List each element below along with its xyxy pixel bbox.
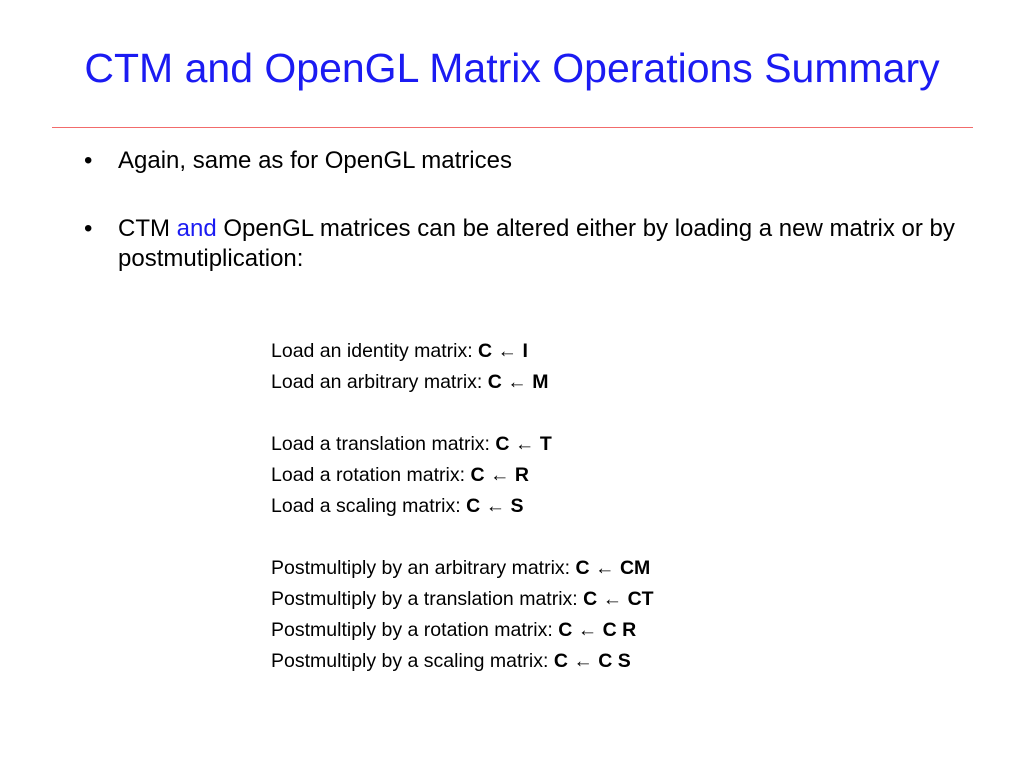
op-load-scaling [271,491,654,522]
op-rhs: M [532,371,549,393]
op-rhs: S [510,495,524,517]
arrow-icon: ← [485,495,506,517]
op-load-arbitrary [271,367,654,398]
arrow-icon: ← [489,464,510,486]
arrow-icon: ← [497,340,518,362]
op-label: Load an arbitrary matrix: [271,371,488,393]
op-label: Load a rotation matrix: [271,464,471,486]
op-rhs: R [514,464,529,486]
op-lhs: C [470,464,485,486]
op-lhs: C [495,433,510,455]
op-label: Load a translation matrix: [271,433,496,455]
bullet-text: Again, same as for OpenGL matrices [118,147,512,174]
op-label: Postmultiply by a translation matrix: [271,588,584,610]
op-label: Load a scaling matrix: [271,495,467,517]
op-rhs: CT [627,588,654,610]
op-lhs: C [575,557,590,579]
operations-list [271,336,654,677]
op-label: Postmultiply by an arbitrary matrix: [271,557,576,579]
op-rhs: I [522,340,528,362]
op-lhs: C [553,650,568,672]
op-load-identity [271,336,654,367]
op-post-scaling [271,646,654,677]
bullet-item-again [78,146,978,176]
arrow-icon: ← [602,588,623,610]
op-load-rotation [271,460,654,491]
op-lhs: C [466,495,481,517]
op-rhs: T [539,433,552,455]
op-post-translation [271,584,654,615]
group-spacer [271,398,654,429]
bullet-list [78,146,978,274]
op-label: Load an identity matrix: [271,340,479,362]
op-rhs: C S [598,650,631,672]
op-rhs: C R [602,619,637,641]
op-label: Postmultiply by a scaling matrix: [271,650,554,672]
title-divider [52,127,973,128]
op-post-arbitrary [271,553,654,584]
slide-title: CTM and OpenGL Matrix Operations Summary [84,45,940,91]
group-spacer [271,522,654,553]
op-rhs: CM [619,557,651,579]
op-lhs: C [583,588,598,610]
op-lhs: C [478,340,493,362]
bullet-item-ctm [78,214,978,274]
op-lhs: C [558,619,573,641]
op-label: Postmultiply by a rotation matrix: [271,619,559,641]
op-lhs: C [487,371,502,393]
bullet-text-part1: CTM [118,215,177,242]
bullet-text-part2: OpenGL matrices can be altered either by loading a new matrix or by postmutiplication: [118,215,955,272]
op-post-rotation [271,615,654,646]
arrow-icon: ← [573,650,593,672]
arrow-icon: ← [514,433,535,455]
arrow-icon: ← [507,371,527,393]
arrow-icon: ← [595,557,615,579]
bullet-text-accent: and [176,215,217,242]
op-load-translation [271,429,654,460]
arrow-icon: ← [577,619,598,641]
